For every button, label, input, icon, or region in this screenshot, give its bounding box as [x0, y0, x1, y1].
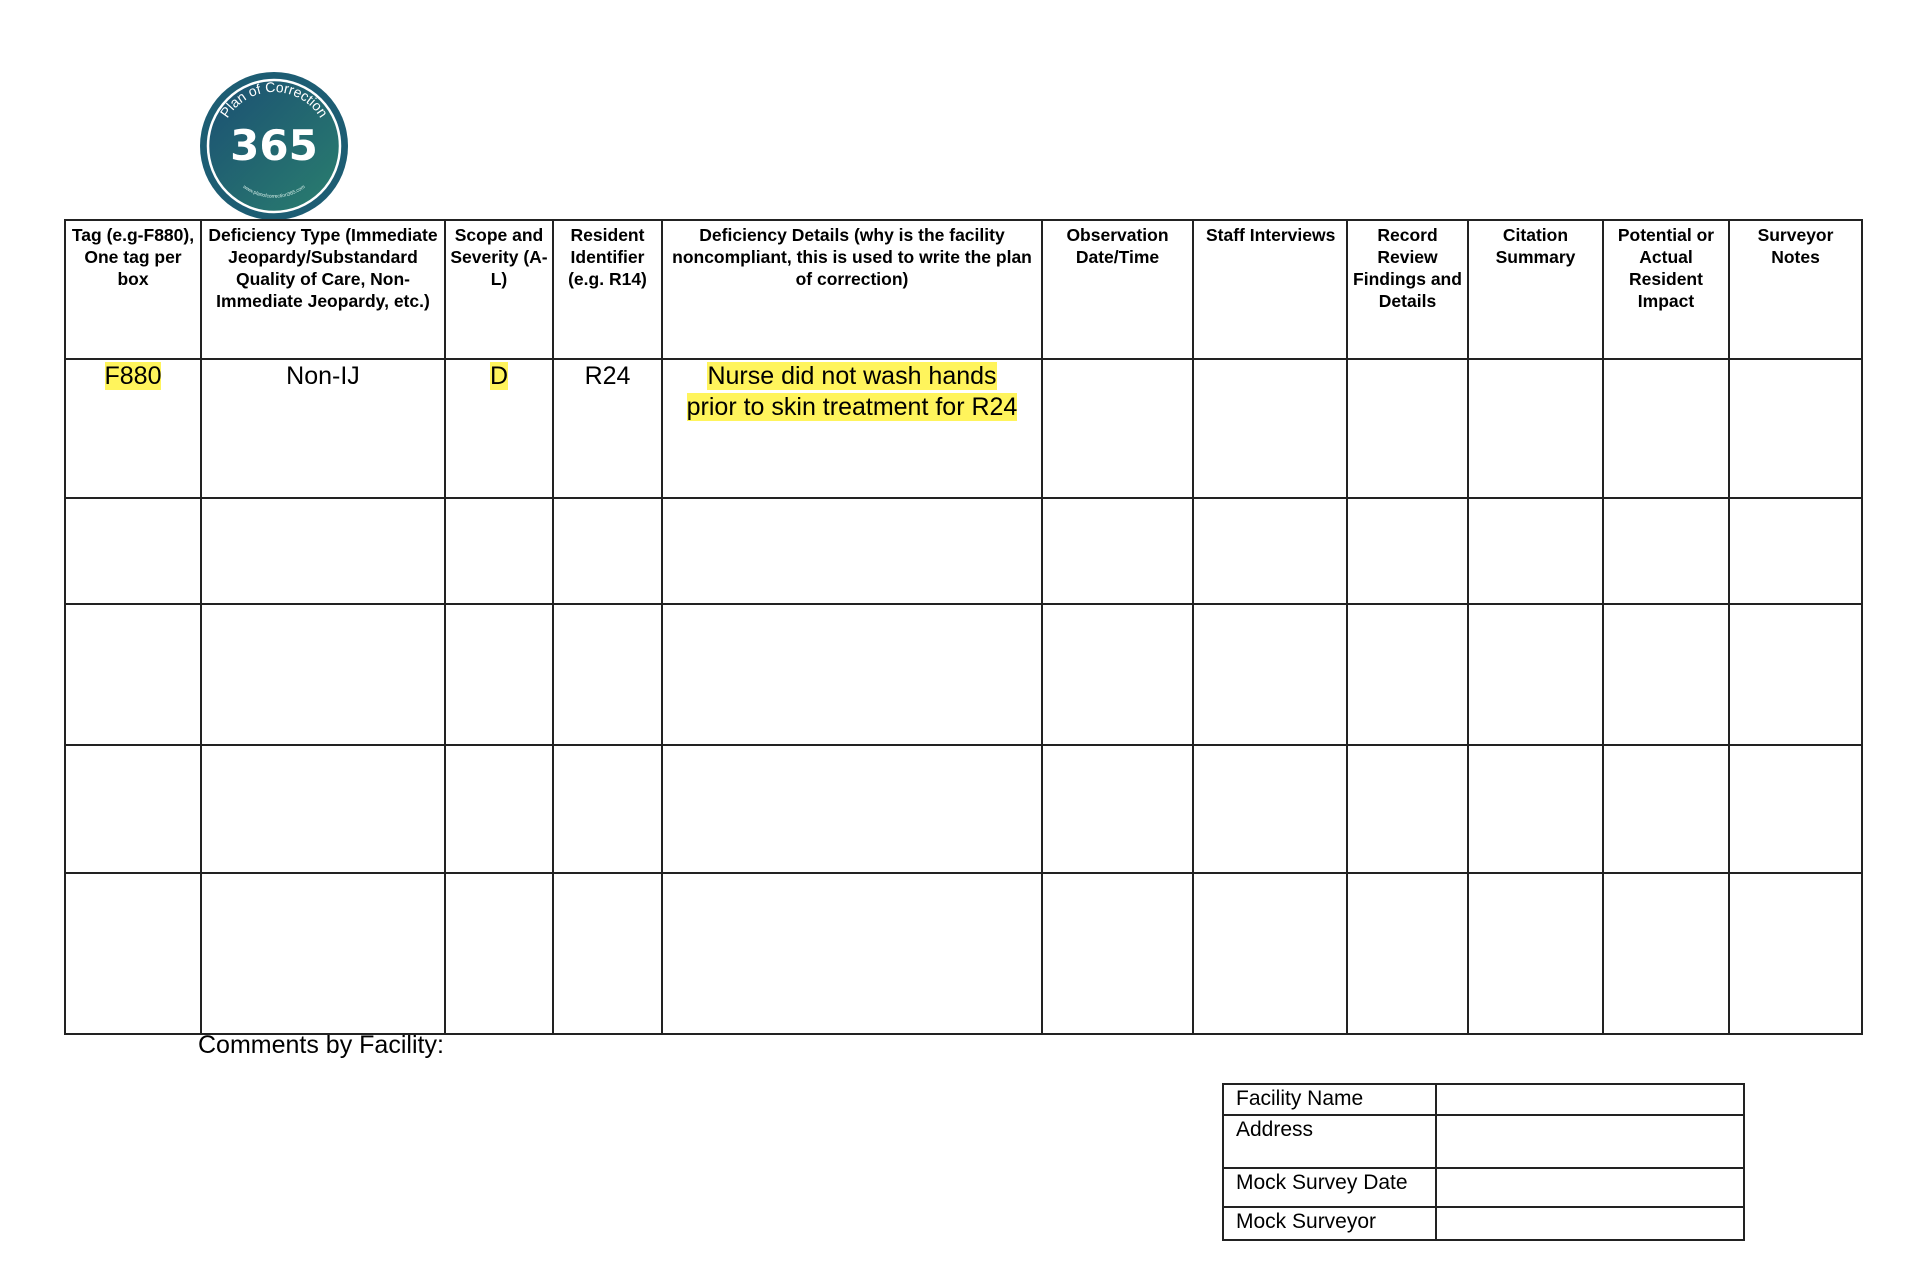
- cell-notes[interactable]: [1729, 745, 1862, 873]
- cell-scope[interactable]: [445, 498, 553, 604]
- cell-impact[interactable]: [1603, 745, 1729, 873]
- cell-resident[interactable]: [553, 745, 662, 873]
- cell-record-review[interactable]: [1347, 359, 1468, 498]
- cell-observation[interactable]: [1042, 745, 1193, 873]
- plan-of-correction-365-logo: [198, 70, 350, 222]
- cell-record-review[interactable]: [1347, 745, 1468, 873]
- scope-value: D: [489, 362, 509, 390]
- table-row: [65, 604, 1862, 745]
- facility-name-row: [1223, 1084, 1744, 1115]
- facility-name-label: Facility Name: [1223, 1084, 1436, 1115]
- header-resident-impact: Potential or Actual Resident Impact: [1603, 220, 1729, 359]
- header-observation: Observation Date/Time: [1042, 220, 1193, 359]
- mock-surveyor-field[interactable]: [1436, 1207, 1744, 1240]
- details-line-2: prior to skin treatment for R24: [686, 393, 1018, 421]
- cell-impact[interactable]: [1603, 359, 1729, 498]
- table-row: [65, 359, 1862, 498]
- header-resident-identifier: Resident Identifier (e.g. R14): [553, 220, 662, 359]
- cell-citation[interactable]: [1468, 359, 1603, 498]
- comments-by-facility-label: Comments by Facility:: [198, 1031, 444, 1059]
- header-deficiency-type: Deficiency Type (Immediate Jeopardy/Substandard Quality of Care, Non-Immediate Jeopardy, etc.): [201, 220, 445, 359]
- cell-details[interactable]: [662, 745, 1042, 873]
- cell-observation[interactable]: [1042, 359, 1193, 498]
- cell-impact[interactable]: [1603, 498, 1729, 604]
- cell-type[interactable]: [201, 745, 445, 873]
- header-citation-summary: Citation Summary: [1468, 220, 1603, 359]
- header-record-review: Record Review Findings and Details: [1347, 220, 1468, 359]
- cell-interviews[interactable]: [1193, 873, 1347, 1034]
- cell-citation[interactable]: [1468, 873, 1603, 1034]
- cell-details[interactable]: [662, 604, 1042, 745]
- table-row: [65, 498, 1862, 604]
- mock-survey-date-label: Mock Survey Date: [1223, 1168, 1436, 1207]
- cell-scope[interactable]: [445, 873, 553, 1034]
- cell-record-review[interactable]: [1347, 498, 1468, 604]
- cell-tag[interactable]: [65, 745, 201, 873]
- cell-type[interactable]: [201, 359, 445, 498]
- cell-resident[interactable]: [553, 604, 662, 745]
- header-surveyor-notes: Surveyor Notes: [1729, 220, 1862, 359]
- table-row: [65, 873, 1862, 1034]
- cell-tag[interactable]: [65, 873, 201, 1034]
- details-line-1: Nurse did not wash hands: [707, 362, 997, 390]
- mock-surveyor-row: [1223, 1207, 1744, 1240]
- cell-observation[interactable]: [1042, 604, 1193, 745]
- cell-resident[interactable]: [553, 359, 662, 498]
- cell-details[interactable]: [662, 873, 1042, 1034]
- cell-details[interactable]: [662, 498, 1042, 604]
- mock-surveyor-label: Mock Surveyor: [1223, 1207, 1436, 1240]
- cell-interviews[interactable]: [1193, 498, 1347, 604]
- cell-interviews[interactable]: [1193, 745, 1347, 873]
- header-deficiency-details: Deficiency Details (why is the facility noncompliant, this is used to write the plan of correction): [662, 220, 1042, 359]
- header-scope-severity: Scope and Severity (A-L): [445, 220, 553, 359]
- cell-type[interactable]: [201, 604, 445, 745]
- mock-survey-date-field[interactable]: [1436, 1168, 1744, 1207]
- cell-observation[interactable]: [1042, 498, 1193, 604]
- logo-bottom-text: www.planofcorrection365.com: [241, 184, 307, 200]
- cell-impact[interactable]: [1603, 873, 1729, 1034]
- address-row: [1223, 1115, 1744, 1168]
- cell-scope[interactable]: [445, 359, 553, 498]
- cell-resident[interactable]: [553, 498, 662, 604]
- table-header-row: [65, 220, 1862, 359]
- facility-name-field[interactable]: [1436, 1084, 1744, 1115]
- type-value: Non-IJ: [286, 362, 360, 390]
- cell-scope[interactable]: [445, 604, 553, 745]
- cell-record-review[interactable]: [1347, 873, 1468, 1034]
- cell-citation[interactable]: [1468, 498, 1603, 604]
- cell-notes[interactable]: [1729, 873, 1862, 1034]
- cell-details[interactable]: [662, 359, 1042, 498]
- cell-citation[interactable]: [1468, 745, 1603, 873]
- cell-notes[interactable]: [1729, 359, 1862, 498]
- deficiency-table: [64, 219, 1863, 1035]
- logo-top-text: Plan of Correction: [216, 78, 332, 121]
- address-field[interactable]: [1436, 1115, 1744, 1168]
- address-label: Address: [1223, 1115, 1436, 1168]
- cell-type[interactable]: [201, 498, 445, 604]
- header-tag: Tag (e.g-F880), One tag per box: [65, 220, 201, 359]
- cell-notes[interactable]: [1729, 498, 1862, 604]
- cell-tag[interactable]: [65, 498, 201, 604]
- cell-citation[interactable]: [1468, 604, 1603, 745]
- cell-impact[interactable]: [1603, 604, 1729, 745]
- cell-interviews[interactable]: [1193, 359, 1347, 498]
- cell-observation[interactable]: [1042, 873, 1193, 1034]
- cell-scope[interactable]: [445, 745, 553, 873]
- cell-type[interactable]: [201, 873, 445, 1034]
- cell-record-review[interactable]: [1347, 604, 1468, 745]
- cell-resident[interactable]: [553, 873, 662, 1034]
- cell-notes[interactable]: [1729, 604, 1862, 745]
- cell-tag[interactable]: [65, 604, 201, 745]
- facility-info-table: [1222, 1083, 1745, 1241]
- header-staff-interviews: Staff Interviews: [1193, 220, 1347, 359]
- tag-value: F880: [104, 362, 162, 390]
- cell-interviews[interactable]: [1193, 604, 1347, 745]
- mock-survey-date-row: [1223, 1168, 1744, 1207]
- table-row: [65, 745, 1862, 873]
- logo-number: 365: [230, 121, 318, 170]
- cell-tag[interactable]: [65, 359, 201, 498]
- resident-value: R24: [584, 362, 631, 390]
